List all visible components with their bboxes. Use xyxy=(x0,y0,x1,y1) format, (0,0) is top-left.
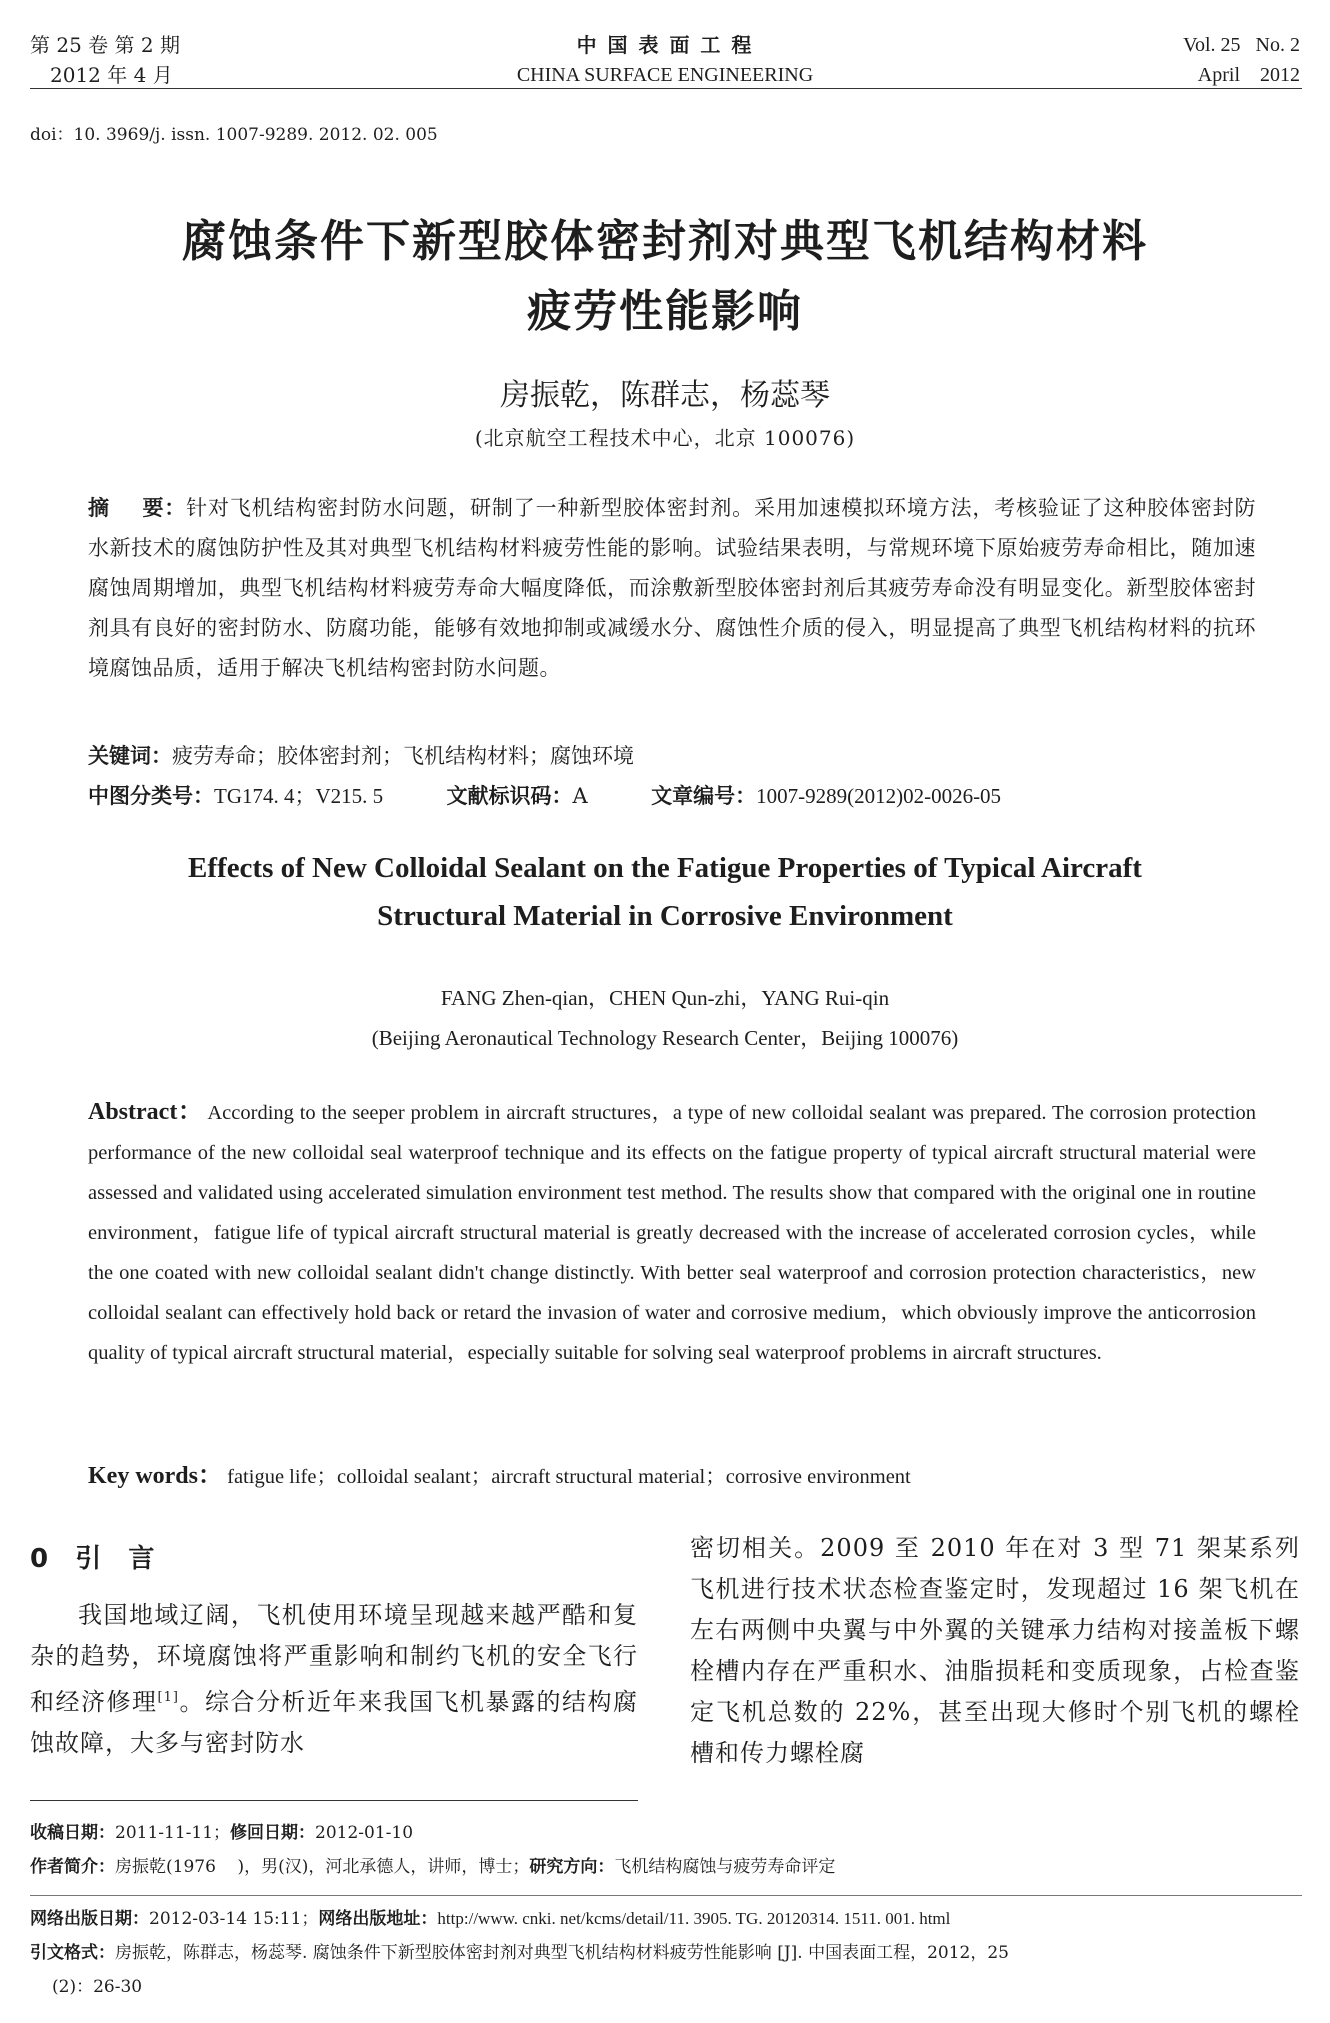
intro-left-text2: 。综合分析近年来我国飞机暴露的结构腐蚀故障，大多与密封防水 xyxy=(30,1688,639,1757)
received-date: 2011-11-11； xyxy=(115,1823,231,1843)
article-no-value: 1007-9289(2012)02-0026-05 xyxy=(756,784,1002,808)
clc-value: TG174. 4；V215. 5 xyxy=(214,784,384,808)
research-label: 研究方向： xyxy=(529,1857,615,1877)
footnote-divider xyxy=(30,1895,1302,1896)
footnote-online xyxy=(30,1908,950,1930)
header-volume-cn: 第 25 卷 第 2 期 xyxy=(30,33,180,57)
online-url[interactable]: http://www. cnki. net/kcms/detail/11. 3905. TG. 20120314. 1511. 001. html xyxy=(437,1909,951,1928)
authors-cn: 房振乾，陈群志，杨蕊琴 xyxy=(500,378,830,413)
abstract-cn xyxy=(88,488,1256,688)
footnote-dates xyxy=(30,1822,413,1844)
intro-left-column xyxy=(30,1595,638,1764)
affiliation-en: (Beijing Aeronautical Technology Research Center，Beijing 100076) xyxy=(371,1026,959,1050)
authors-en: FANG Zhen-qian，CHEN Qun-zhi，YANG Rui-qin xyxy=(440,986,890,1010)
clc-label: 中图分类号： xyxy=(88,784,214,808)
author-info: 房振乾(1976 )，男(汉)，河北承德人，讲师，博士； xyxy=(115,1857,530,1877)
keywords-en xyxy=(88,1456,1256,1497)
citation-label: 引文格式： xyxy=(30,1943,115,1963)
section-heading-intro: 0 引 言 xyxy=(30,1544,155,1574)
keywords-cn-label: 关键词： xyxy=(88,744,172,768)
footnote-rule xyxy=(30,1800,638,1801)
intro-left-text: 我国地域辽阔，飞机使用环境呈现越来越严酷和复杂的趋势，环境腐蚀将严重影响和制约飞机的安全飞行和经济修理 xyxy=(30,1601,638,1716)
received-label: 收稿日期： xyxy=(30,1823,115,1843)
doc-value: A xyxy=(572,784,588,808)
affiliation-cn: (北京航空工程技术中心，北京 100076) xyxy=(474,426,856,450)
title-en-line1: Effects of New Colloidal Sealant on the Fatigue Properties of Typical Aircraft xyxy=(188,852,1142,884)
online-url-label: 网络出版地址： xyxy=(318,1909,438,1929)
header-date-en: April 2012 xyxy=(1197,64,1300,86)
abstract-cn-label: 摘 要： xyxy=(88,496,187,520)
abstract-en xyxy=(88,1092,1256,1373)
intro-right-column: 密切相关。2009 至 2010 年在对 3 型 71 架某系列飞机进行技术状态检查鉴定时，发现超过 16 架飞机在左右两侧中央翼与中外翼的关键承力结构对接盖板下螺栓槽内存在严重积水、油脂损耗和变质现象，占检查鉴定飞机总数的 22%，甚至出现大修时个别飞机的螺栓槽和传力螺栓腐 xyxy=(690,1534,1300,1767)
doc-label: 文献标识码： xyxy=(446,784,573,808)
online-date-label: 网络出版日期： xyxy=(30,1909,149,1929)
title-cn-line2: 疲劳性能影响 xyxy=(527,286,803,337)
research-info: 飞机结构腐蚀与疲劳寿命评定 xyxy=(614,1857,836,1877)
header-rule xyxy=(30,88,1302,89)
author-label: 作者简介： xyxy=(30,1857,115,1877)
title-cn-line1: 腐蚀条件下新型胶体密封剂对典型飞机结构材料 xyxy=(182,216,1148,267)
revised-label: 修回日期： xyxy=(230,1823,316,1843)
title-en-line2: Structural Material in Corrosive Environment xyxy=(377,900,953,932)
abstract-en-label: Abstract： xyxy=(88,1099,203,1125)
abstract-cn-text: 针对飞机结构密封防水问题，研制了一种新型胶体密封剂。采用加速模拟环境方法，考核验证了这种胶体密封防水新技术的腐蚀防护性及其对典型飞机结构材料疲劳性能的影响。试验结果表明，与常规环境下原始疲劳寿命相比，随加速腐蚀周期增加，典型飞机结构材料疲劳寿命大幅度降低，而涂敷新型胶体密封剂后其疲劳寿命没有明显变化。新型胶体密封剂具有良好的密封防水、防腐功能，能够有效地抑制或减缓水分、腐蚀性介质的侵入，明显提高了典型飞机结构材料的抗环境腐蚀品质，适用于解决飞机结构密封防水问题。 xyxy=(88,496,1256,680)
intro-ref: [1] xyxy=(157,1690,179,1705)
footnote-author xyxy=(30,1856,835,1878)
keywords-en-text: fatigue life；colloidal sealant；aircraft structural material；corrosive environment xyxy=(227,1466,911,1488)
header-journal-cn: 中 国 表 面 工 程 xyxy=(576,33,754,57)
header-journal-en: CHINA SURFACE ENGINEERING xyxy=(516,64,814,86)
header-date-cn: 2012 年 4 月 xyxy=(50,63,173,87)
keywords-cn xyxy=(88,740,634,770)
keywords-cn-text: 疲劳寿命；胶体密封剂；飞机结构材料；腐蚀环境 xyxy=(172,744,634,768)
footnote-citation-cont: (2)：26-30 xyxy=(52,1977,143,1997)
doi: doi：10. 3969/j. issn. 1007-9289. 2012. 02. 005 xyxy=(30,125,438,145)
abstract-en-text: According to the seeper problem in aircraft structures，a type of new colloidal sealant was prepared. The corrosion protection performance of the new colloidal seal waterproof technique and its effects on the fatigue property of typical aircraft structural material were assessed and validated using accelerated simulation environment test method. The results show that compared with the original one in routine environment，fatigue life of typical aircraft structural material is greatly decreased with the increase of accelerated corrosion cycles，while the one coated with new colloidal sealant didn't change distinctly. With better seal waterproof and corrosion protection characteristics，new colloidal sealant can effectively hold back or retard the invasion of water and corrosive medium，which obviously improve the anticorrosion quality of typical aircraft structural material，especially suitable for solving seal waterproof problems in aircraft structures. xyxy=(88,1102,1257,1364)
keywords-en-label: Key words： xyxy=(88,1463,222,1489)
header-volume-en: Vol. 25 No. 2 xyxy=(1183,34,1300,56)
online-date: 2012-03-14 15:11； xyxy=(149,1909,319,1929)
footnote-citation xyxy=(30,1942,1009,1964)
classification-line xyxy=(88,780,1001,810)
revised-date: 2012-01-10 xyxy=(315,1823,414,1843)
citation-text: 房振乾，陈群志，杨蕊琴. 腐蚀条件下新型胶体密封剂对典型飞机结构材料疲劳性能影响 [J]. 中国表面工程，2012，25 xyxy=(115,1943,1009,1963)
article-no-label: 文章编号： xyxy=(651,784,757,808)
